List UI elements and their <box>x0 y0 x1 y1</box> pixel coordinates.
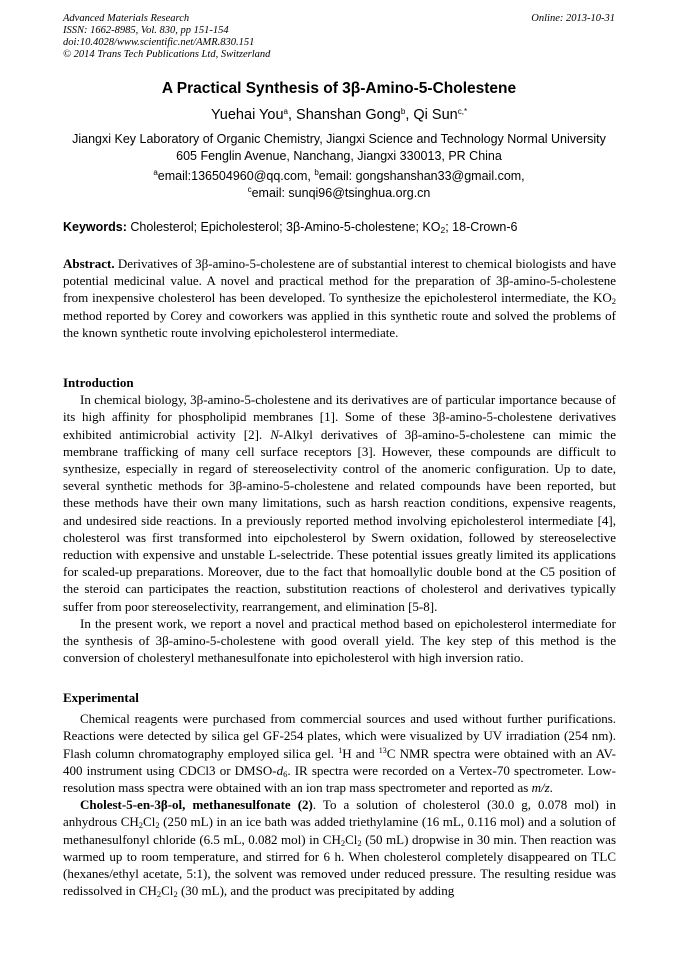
author-list: Yuehai You$^a$, Shanshan Gong$^b$, Qi Sun$^{c,*}$ <box>210 107 468 123</box>
journal-header <box>63 13 615 61</box>
author-superscript: b <box>400 107 406 116</box>
italic-text: m/z <box>531 780 550 796</box>
paragraph-text: H and <box>342 745 379 761</box>
subscript: 2 <box>611 296 616 307</box>
issn: ISSN: 1662-8985, Vol. 830, pp 151-154 <box>63 25 229 36</box>
abstract <box>63 255 616 341</box>
abstract-label: Abstract. <box>63 256 115 271</box>
introduction-section <box>63 374 616 666</box>
italic-text: d <box>276 762 284 778</box>
paragraph-text: Cl <box>345 831 358 847</box>
affiliation <box>0 131 678 164</box>
subscript: 2 <box>440 225 446 235</box>
paragraph-text: . IR spectra were recorded on a Vertex-70 spectrometer. Low-resolution mass spectra were obtained with an ion trap mass spectrometer and reported as <box>63 762 617 796</box>
email-superscript: b <box>314 168 319 177</box>
keywords-label: Keywords: <box>63 220 127 234</box>
paragraph <box>63 391 616 615</box>
email-link[interactable]: email:136504960@qq.com, <box>157 169 311 183</box>
author-superscript: c,* <box>457 107 468 116</box>
experimental-section <box>63 689 616 899</box>
subscript: 6 <box>283 768 288 779</box>
section-heading: Introduction <box>63 375 134 390</box>
email-superscript: c <box>247 184 252 194</box>
paragraph: In the present work, we report a novel and practical method based on epicholesterol intermediate for the synthesis of 3β-amino-5-cholestene with good overall yield. The key step of this method is the conversion of cholesteryl methanesulfonate into epicholesterol with high inversion ratio. <box>63 615 616 666</box>
paragraph-text: (30 mL), and the product was precipitated by adding <box>177 883 455 899</box>
section-heading: Experimental <box>63 690 139 705</box>
email-link[interactable]: email: sunqi96@tsinghua.org.cn <box>251 185 431 200</box>
subscript: 2 <box>138 820 144 831</box>
paragraph-text: Chemical reagents were purchased from commercial sources and used without further purifications. Reactions were detected by silica gel GF-254 plates, which were visualized by UV irradiation (254 nm). Flash column chromatography employed silica gel. <box>63 711 616 761</box>
affiliation-line: 605 Fenglin Avenue, Nanchang, Jiangxi 330013, PR China <box>176 148 502 163</box>
paragraph-text: In chemical biology, 3β-amino-5-cholestene and its derivatives are of particular importance because of its high affinity for phospholipid membranes [1]. Some of these 3β-amino-5-cholestene derivatives exhibited antimicrobial activity [2]. <box>63 392 616 442</box>
superscript: 1 <box>338 745 343 755</box>
superscript: 13 <box>378 745 387 755</box>
paragraph-text: Cl <box>143 814 156 830</box>
paragraph <box>63 710 616 796</box>
paragraph-text: (50 mL) dropwise in 30 min. Then reaction was warmed up to room temperature, and stirred for 6 h. When cholesterol completely disappeared on TLC (hexanes/ethyl acetate, 5:1), the solvent was removed under reduced pressure. The resulting residue was redissolved in CH <box>63 831 617 899</box>
paragraph-text: . To a solution of cholesterol (30.0 g, 0.078 mol) in anhydrous CH <box>63 797 616 830</box>
paragraph <box>63 796 616 899</box>
abstract-text: Derivatives of 3β-amino-5-cholestene are of substantial interest to chemical biologists and have potential medicinal value. A novel and practical method for the preparation of 3β-amino-5-cholestene from inexpensive cholesterol has been developed. To synthesize the epicholesterol intermediate, the KO <box>63 256 616 306</box>
paragraph-text: Cl <box>161 883 174 899</box>
subscript: 2 <box>173 889 178 900</box>
subscript: 2 <box>155 820 160 831</box>
subscript: 2 <box>156 889 162 900</box>
paragraph-text: (250 mL) in an ice bath was added triethylamine (16 mL, 0.116 mol) and a solution of methanesulfonyl chloride (6.5 mL, 0.082 mol) in CH <box>63 814 616 847</box>
author-name: Shanshan Gong <box>296 107 401 123</box>
author-name: Qi Sun <box>413 107 458 123</box>
paragraph-text: -Alkyl derivatives of 3β-amino-5-cholestene can mimic the membrane trafficking of many cell surface receptors [3]. However, these compounds are difficult to synthesize, especially in regard of stereoselectivity control of the anomeric configuration. Up to date, several synthetic methods for 3β-amino-5-cholestene and related compounds have been reported, but these methods have their own many limitations, such as harsh reaction conditions, expensive reagents, and undesired side reactions. In a previously reported method involving epicholesterol intermediate [4], cholesterol was first transformed into eipcholesterol by Swern oxidation, followed by stereoselective reduction with expensive and unstable L-selectride. These potential issues greatly limited its applications for scaled-up preparations. Moreover, due to the fact that homoallylic double bond at the C5 position of the steroid can participates the reaction, substitution reactions of cholesterol and derivatives typically suffer from poor stereoselectivity, rearrangement, and elimination [5-8]. <box>63 426 616 614</box>
online-date: Online: 2013-10-31 <box>531 13 615 24</box>
paper-title: A Practical Synthesis of 3β-Amino-5-Cholestene <box>161 80 517 97</box>
keywords <box>63 219 618 235</box>
paragraph-text: C NMR spectra were obtained with an AV-400 instrument using CDCl3 or DMSO- <box>63 745 616 778</box>
paragraph-text: . <box>549 780 553 796</box>
keywords-text: ; 18-Crown-6 <box>445 220 518 234</box>
author-name: Yuehai You <box>210 107 284 123</box>
keywords-text: Cholesterol; Epicholesterol; 3β-Amino-5-cholestene; KO <box>126 220 441 234</box>
journal-name: Advanced Materials Research <box>63 13 190 24</box>
italic-text: N <box>270 426 279 442</box>
author-emails <box>0 168 678 201</box>
author-superscript: a <box>283 107 288 116</box>
subscript: 2 <box>357 837 362 848</box>
abstract-text: method reported by Corey and coworkers was applied in this synthetic route and solved the problems of the known synthetic route involving epicholesterol intermediate. <box>63 307 616 340</box>
email-superscript: a <box>153 168 158 177</box>
affiliation-line: Jiangxi Key Laboratory of Organic Chemistry, Jiangxi Science and Technology Normal University <box>72 132 606 146</box>
copyright: © 2014 Trans Tech Publications Ltd, Switzerland <box>63 49 271 60</box>
compound-name: Cholest-5-en-3β-ol, methanesulfonate (2) <box>80 797 313 813</box>
subscript: 2 <box>340 837 346 848</box>
email-link[interactable]: email: gongshanshan33@gmail.com, <box>318 169 525 183</box>
doi: doi:10.4028/www.scientific.net/AMR.830.151 <box>63 37 255 48</box>
